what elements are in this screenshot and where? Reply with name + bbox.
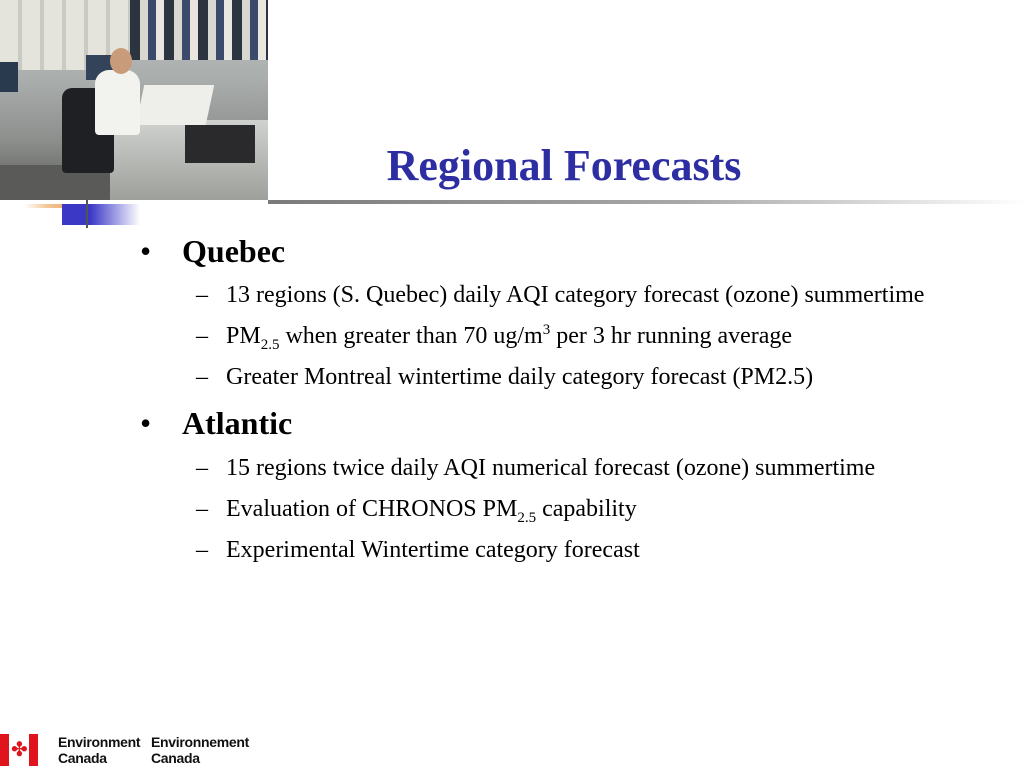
dash-icon: – [196,536,208,563]
dash-icon: – [196,323,208,350]
dash-icon: – [196,495,208,522]
flag-bar-left [0,734,9,766]
section-heading-text: Quebec [182,233,286,269]
list-item [140,492,970,526]
decor-blue-fade [90,204,140,225]
decor-orange-bar [24,204,62,208]
list-item-text: 15 regions twice daily AQI numerical forecast (ozone) summertime [226,454,876,481]
flag-bar-right [29,734,38,766]
list-item [140,451,970,485]
bullet-icon: • [140,233,152,269]
list-item-text [226,495,637,526]
list-item-text: Experimental Wintertime category forecast [226,536,640,563]
photo-person-head [110,48,132,74]
dash-icon: – [196,364,208,391]
section-heading-text: Atlantic [182,405,293,442]
list-item [140,360,970,394]
text-middle: when greater than 70 ug/m [279,323,543,350]
wordmark-french [151,734,249,766]
subscript: 2.5 [260,337,280,354]
section-heading-atlantic [140,404,970,442]
photo-laptop [185,125,255,163]
dash-icon: – [196,454,208,481]
list-item-text: 13 regions (S. Quebec) daily AQI category forecast (ozone) summertime [226,282,925,309]
text-suffix: per 3 hr running average [550,323,793,350]
quebec-items [140,278,970,394]
slide-title: Regional Forecasts [386,141,742,190]
bullet-icon: • [140,405,152,442]
slide-content [140,232,970,577]
text-prefix: Evaluation of CHRONOS PM [226,495,518,522]
list-item [140,319,970,353]
list-item-text [226,322,793,354]
canada-flag-icon [0,734,38,766]
dash-icon: – [196,282,208,309]
subscript: 2.5 [517,509,537,526]
photo-person [95,70,140,135]
superscript: 3 [542,322,551,339]
atlantic-items [140,451,970,567]
title-rule [268,200,1024,204]
text-prefix: PM [226,323,261,350]
decor-vertical-line [86,200,88,228]
wordmark-english [58,734,140,766]
list-item [140,533,970,567]
wordmark-en-line1: Environment [58,734,141,750]
text-suffix: capability [536,495,637,522]
wordmark-fr-line2: Canada [151,750,200,766]
environment-canada-logo [0,732,260,768]
wordmark-fr-line1: Environnement [151,734,250,750]
maple-leaf-icon: ✤ [11,739,28,761]
header-photo [0,0,268,200]
photo-bookshelf [130,0,268,60]
photo-monitor [0,62,18,92]
section-heading-quebec [140,232,970,270]
list-item [140,278,970,312]
wordmark-en-line2: Canada [58,750,107,766]
photo-papers [136,85,215,125]
list-item-text: Greater Montreal wintertime daily category forecast (PM2.5) [226,364,814,391]
